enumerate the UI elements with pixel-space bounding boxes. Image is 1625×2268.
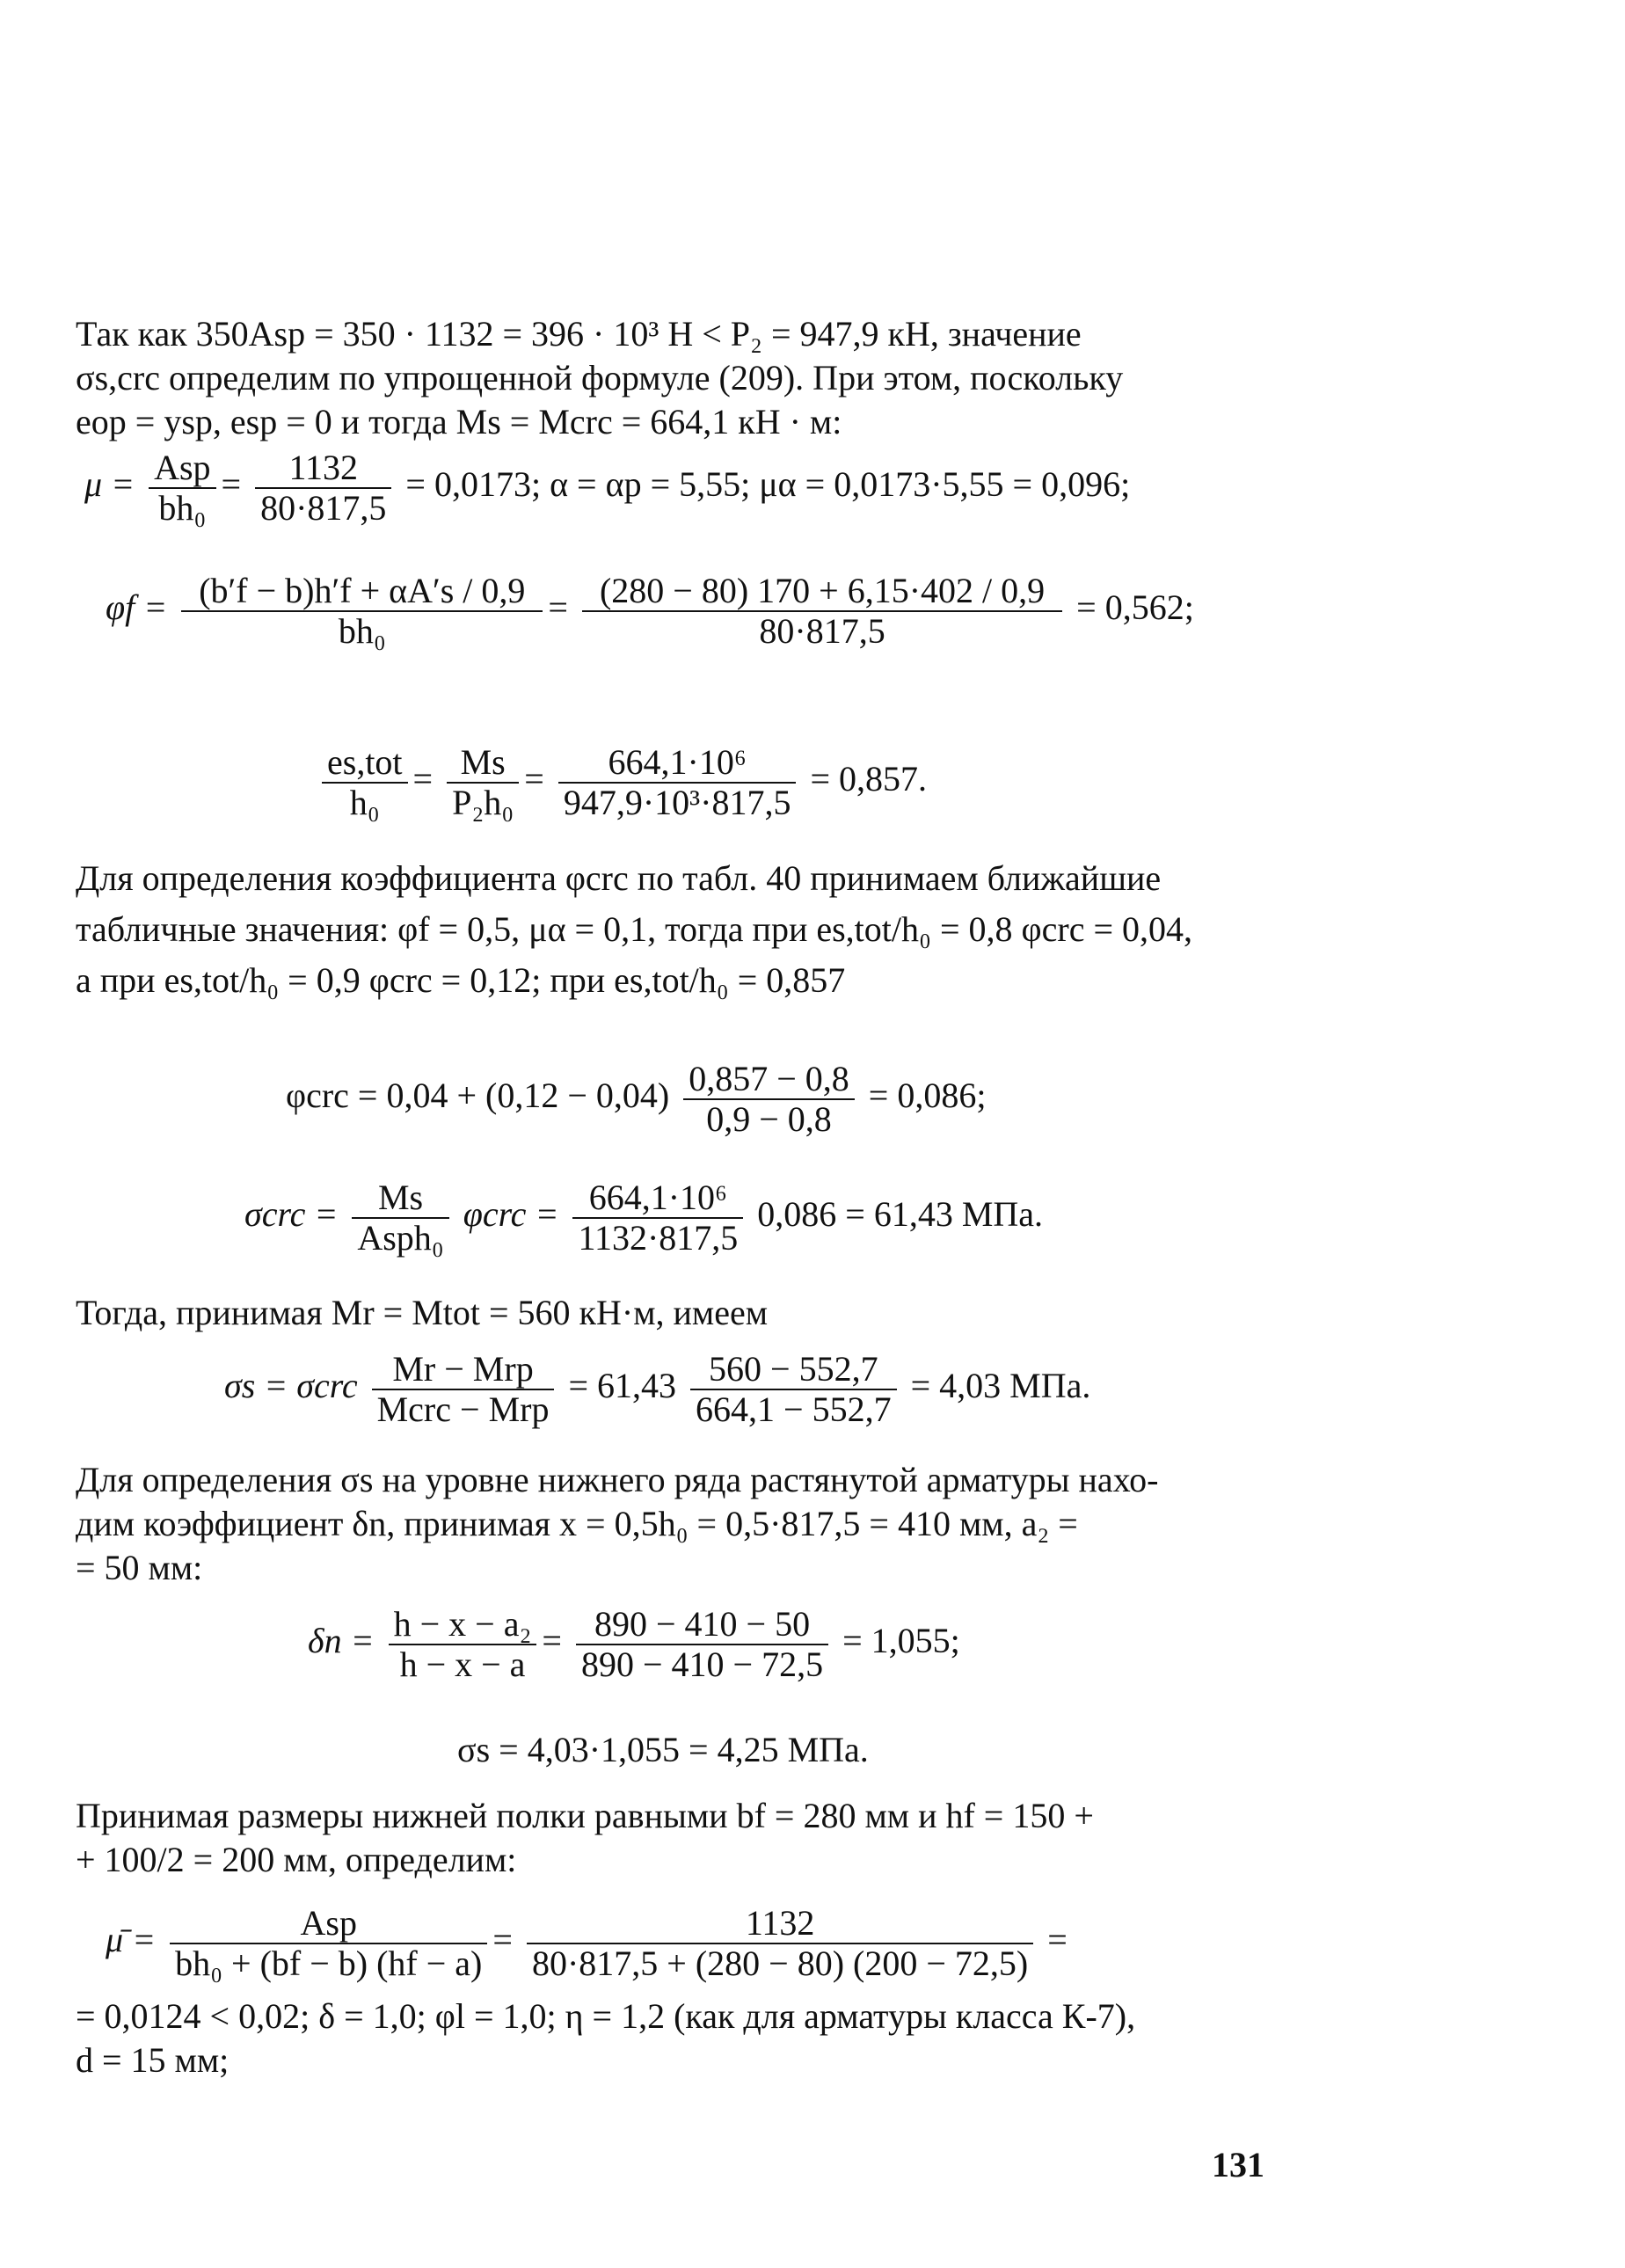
fraction	[527, 1904, 1033, 1983]
denominator: 80·817,5 + (280 − 80) (200 − 72,5)	[531, 1943, 1029, 1983]
eq-lhs: μ =	[84, 464, 135, 505]
eq-rest: = 1,055;	[842, 1621, 960, 1661]
numerator: Ms	[447, 743, 519, 784]
fraction	[389, 1605, 537, 1684]
equation-delta-n: δn = $\frac{\text{h − x − a₂}}{h - x - a}$ = $\frac{890 - 410 - 50}{890 - 410 - 72,5}$ = 1,055;	[308, 1604, 960, 1684]
numerator: 1132	[255, 448, 391, 489]
denominator: Mcrc − Mrp	[376, 1389, 550, 1429]
text-line: Для определения коэффициента φcrc по табл. 40 принимаем ближайшие	[76, 858, 1162, 898]
denominator: bh₀	[338, 611, 386, 651]
eq-lhs: δn =	[308, 1621, 375, 1661]
fraction	[149, 448, 215, 528]
fraction	[690, 1350, 897, 1429]
fraction	[170, 1904, 487, 1983]
denominator: h₀	[349, 783, 380, 822]
text-line: σs,crc определим по упрощенной формуле (209). При этом, поскольку	[76, 358, 1124, 397]
numerator: Asp	[149, 448, 215, 489]
equation-phi-f: φf = $\frac{(b'f - b)h'f + \alpha A's / 0,9}{\text{bh₀}}$ = $\frac{(280 - 80) 170 + 6,15\cdot 402 / 0,9}{80\cdot 817,5}$ = 0,562;	[106, 571, 1194, 651]
equation-mu: μ = $\frac{\text{Asp}}{\text{bh₀}}$ = $\frac{1132}{80\cdot 817,5}$ = 0,0173; α = αp = 5,55; μα = 0,0173·5,55 = 0,096;	[84, 448, 1131, 528]
eq-rest: = 0,562;	[1076, 587, 1194, 628]
fraction	[572, 1178, 743, 1258]
numerator: Ms	[352, 1178, 448, 1219]
paragraph-delta	[76, 1458, 1272, 1590]
eq-text: σs = 4,03·1,055 = 4,25 МПа.	[457, 1730, 869, 1769]
denominator: Asph₀	[357, 1218, 444, 1258]
paragraph-table-lookup	[76, 853, 1272, 1006]
numerator: Asp	[170, 1904, 487, 1944]
text-line: d = 15 мм;	[76, 2040, 230, 2080]
numerator: h − x − a₂	[389, 1605, 537, 1645]
denominator: 890 − 410 − 72,5	[580, 1644, 824, 1684]
numerator: 664,1·10⁶	[558, 743, 797, 784]
text-line: а при es,tot/h₀ = 0,9 φcrc = 0,12; при es,tot/h₀ = 0,857	[76, 960, 846, 1000]
numerator: 664,1·10⁶	[572, 1178, 743, 1219]
denominator: P₂h₀	[452, 783, 514, 822]
fraction	[582, 572, 1062, 651]
numerator: 0,857 − 0,8	[683, 1060, 855, 1100]
text-line: = 0,0124 < 0,02; δ = 1,0; φl = 1,0; η = 1,2 (как для арматуры класса К-7),	[76, 1996, 1136, 2036]
text-line: + 100/2 = 200 мм, определим:	[76, 1840, 517, 1879]
equation-sigma-crc	[244, 1178, 1043, 1258]
fraction	[181, 572, 543, 651]
numerator: Mr − Mrp	[372, 1350, 555, 1390]
denominator: bh₀	[158, 488, 207, 528]
numerator: (b′f − b)h′f + αA′s / 0,9	[181, 572, 543, 612]
text-line: Для определения σs на уровне нижнего ряда растянутой арматуры нахо-	[76, 1460, 1159, 1499]
text-line: дим коэффициент δn, принимая x = 0,5h₀ = 0,5·817,5 = 410 мм, a₂ =	[76, 1504, 1078, 1543]
denominator: bh₀ + (bf − b) (hf − a)	[175, 1943, 483, 1983]
fraction	[576, 1605, 828, 1684]
eq-rest: =	[1047, 1920, 1068, 1960]
equation-sigma-s-final	[457, 1732, 869, 1768]
text-line: Так как 350Asp = 350 · 1132 = 396 · 10³ Н < P₂ = 947,9 кН, значение	[76, 314, 1082, 354]
eq-lhs: φcrc = 0,04 + (0,12 − 0,04)	[286, 1076, 670, 1116]
eq-rest: = 0,857.	[810, 759, 928, 799]
eq-rest: 0,086 = 61,43 МПа.	[757, 1194, 1044, 1235]
paragraph-intro	[76, 312, 1272, 444]
numerator: 890 − 410 − 50	[576, 1605, 828, 1645]
eq-lhs: φf =	[106, 587, 168, 628]
paragraph-result	[76, 1995, 1272, 2082]
equation-mu-bar: μ̄ = $\frac{\text{Asp}}{\text{bh₀ + (bf − b) (hf − a)}}$ = $\frac{1132}{80\cdot 817,5 + (280 - 80) (200 - 72,5)}$ =	[106, 1903, 1068, 1983]
denominator: h − x − a	[399, 1644, 526, 1684]
equation-sigma-s	[224, 1350, 1090, 1429]
denominator: 0,9 − 0,8	[706, 1099, 832, 1139]
fraction	[352, 1178, 448, 1258]
denominator: 664,1 − 552,7	[696, 1389, 892, 1429]
numerator: 1132	[527, 1904, 1033, 1944]
eq-lhs: σs = σcrc	[224, 1366, 358, 1406]
text-line: табличные значения: φf = 0,5, μα = 0,1, тогда при es,tot/h₀ = 0,8 φcrc = 0,04,	[76, 909, 1192, 949]
equation-es-tot: $\frac{\text{es,tot}}{\text{h₀}}$ = $\frac{Ms}{\text{P₂h₀}}$ = $\frac{\text{664,1·10⁶}}{\text{947,9·10³·817,5}}$ = 0,857.	[317, 743, 927, 822]
denominator: 80·817,5	[260, 488, 387, 528]
denominator: 947,9·10³·817,5	[563, 783, 791, 822]
fraction	[558, 743, 797, 822]
fraction	[447, 743, 519, 822]
page-number: 131	[1212, 2145, 1264, 2184]
numerator: (280 − 80) 170 + 6,15·402 / 0,9	[582, 572, 1062, 612]
eq-mid: = 61,43	[568, 1366, 677, 1406]
fraction	[255, 448, 391, 528]
eq-rest: = 0,086;	[868, 1076, 987, 1116]
text-line: Тогда, принимая Mr = Mtot = 560 кН·м, имеем	[76, 1293, 769, 1332]
text-line: eop = ysp, esp = 0 и тогда Ms = Mcrc = 664,1 кН · м:	[76, 402, 842, 441]
eq-lhs: σcrc =	[244, 1194, 339, 1235]
eq-lhs: μ̄ =	[106, 1920, 157, 1960]
equation-phi-crc	[286, 1060, 986, 1139]
text-line: Принимая размеры нижней полки равными bf = 280 мм и hf = 150 +	[76, 1796, 1094, 1835]
fraction	[322, 743, 408, 822]
paragraph-then	[76, 1291, 1272, 1335]
text-line: = 50 мм:	[76, 1548, 203, 1587]
denominator: 80·817,5	[759, 611, 885, 651]
eq-rest: = 4,03 МПа.	[910, 1366, 1091, 1406]
eq-mid: φcrc =	[463, 1194, 559, 1235]
numerator: 560 − 552,7	[690, 1350, 897, 1390]
fraction	[683, 1060, 855, 1139]
fraction	[372, 1350, 555, 1429]
eq-rest: = 0,0173; α = αp = 5,55; μα = 0,0173·5,55 = 0,096;	[405, 464, 1131, 505]
paragraph-flange	[76, 1794, 1272, 1882]
denominator: 1132·817,5	[578, 1218, 739, 1258]
numerator: es,tot	[322, 743, 408, 784]
